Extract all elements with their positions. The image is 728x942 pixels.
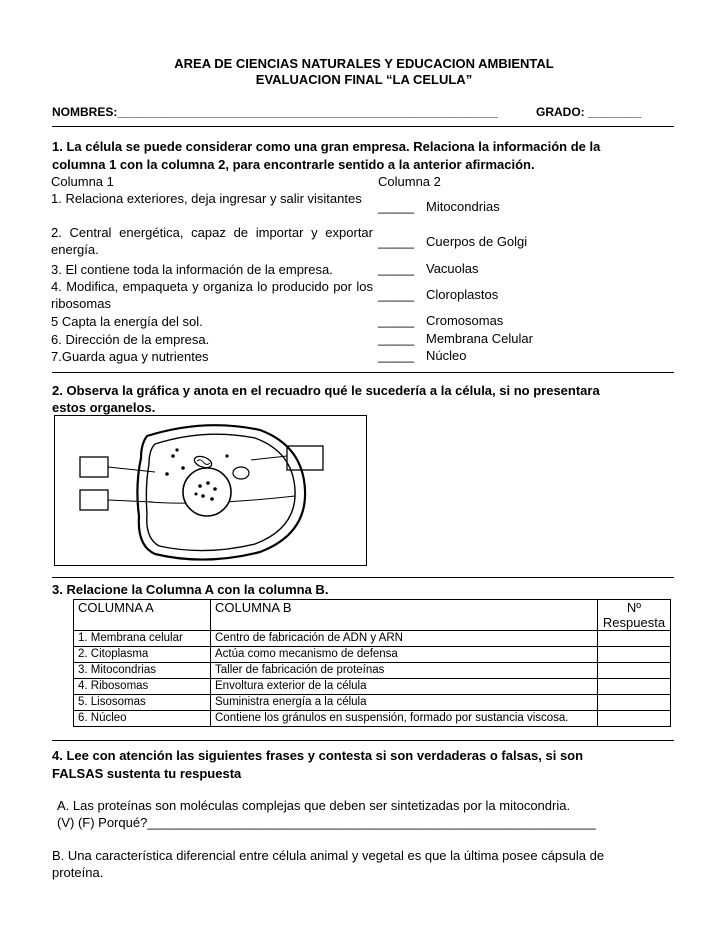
grado-blank: ________ bbox=[588, 105, 642, 119]
q1-col2-item-6: Membrana Celular bbox=[426, 331, 533, 346]
q4-statement-b-line-2: proteína. bbox=[52, 865, 104, 880]
grado-label: GRADO: bbox=[536, 105, 585, 119]
ribosome-1 bbox=[171, 454, 175, 458]
col-a-cell: 6. Núcleo bbox=[74, 711, 211, 727]
q1-col1-item-6: 6. Dirección de la empresa. bbox=[51, 332, 210, 347]
col-b-header: COLUMNA B bbox=[211, 600, 598, 631]
col-b-cell: Contiene los gránulos en suspensión, formado por sustancia viscosa. bbox=[211, 711, 598, 727]
q1-answer-blank-6[interactable]: _____ bbox=[378, 331, 415, 346]
ribosome-5 bbox=[225, 454, 228, 457]
col-a-cell: 1. Membrana celular bbox=[74, 631, 211, 647]
table-row bbox=[74, 695, 671, 711]
q2-line-2: estos organelos. bbox=[52, 400, 156, 415]
col-b-cell: Taller de fabricación de proteínas bbox=[211, 663, 598, 679]
table-row bbox=[74, 663, 671, 679]
q1-col1-item-5: 5 Capta la energía del sol. bbox=[51, 314, 203, 329]
ribosome-2 bbox=[181, 466, 185, 470]
q1-col2-item-2: Cuerpos de Golgi bbox=[426, 234, 528, 249]
nucleus-granule-3 bbox=[213, 487, 217, 491]
table-header-row bbox=[74, 600, 671, 631]
title-line-2: EVALUACION FINAL “LA CELULA” bbox=[255, 72, 473, 87]
nombres-blank: _________________________________________________________ bbox=[117, 105, 498, 119]
q1-line-1: 1. La célula se puede considerar como una gran empresa. Relaciona la información de la bbox=[52, 139, 601, 154]
divider-4 bbox=[52, 740, 674, 741]
q1-col2-item-3: Vacuolas bbox=[426, 261, 479, 276]
nucleus-granule-4 bbox=[201, 494, 205, 498]
q3-relation-table bbox=[73, 599, 671, 727]
col-b-cell: Envoltura exterior de la célula bbox=[211, 679, 598, 695]
col-a-cell: 2. Citoplasma bbox=[74, 647, 211, 663]
col-b-cell: Actúa como mecanismo de defensa bbox=[211, 647, 598, 663]
q1-col2-item-1: Mitocondrias bbox=[426, 199, 500, 214]
table-row bbox=[74, 679, 671, 695]
answer-box-left-bottom[interactable] bbox=[80, 490, 108, 510]
q4-a-answer-line[interactable]: (V) (F) Porqué?______________________________________________________________ bbox=[57, 815, 596, 830]
col-a-cell: 5. Lisosomas bbox=[74, 695, 211, 711]
table-row bbox=[74, 647, 671, 663]
col-b-cell: Suministra energía a la célula bbox=[211, 695, 598, 711]
q1-col2-item-5: Cromosomas bbox=[426, 313, 504, 328]
cell-diagram-frame bbox=[54, 415, 367, 566]
vacuole bbox=[233, 467, 249, 479]
q4-statement-a: A. Las proteínas son moléculas complejas que deben ser sintetizadas por la mitocondria. bbox=[57, 798, 571, 813]
q4-line-1: 4. Lee con atención las siguientes frases y contesta si son verdaderas o falsas, si son bbox=[52, 748, 584, 763]
nucleus-granule-2 bbox=[206, 481, 210, 485]
q1-col1-header: Columna 1 bbox=[51, 174, 114, 189]
q1-col2-header: Columna 2 bbox=[378, 174, 441, 189]
nombres-label: NOMBRES: bbox=[52, 105, 118, 119]
num-answer-cell[interactable] bbox=[598, 711, 671, 727]
num-answer-cell[interactable] bbox=[598, 647, 671, 663]
q1-col2-item-4: Cloroplastos bbox=[426, 287, 499, 302]
divider-1 bbox=[52, 126, 674, 127]
ribosome-3 bbox=[165, 472, 169, 476]
answer-box-right[interactable] bbox=[287, 446, 323, 470]
col-a-header: COLUMNA A bbox=[74, 600, 211, 631]
nucleus bbox=[183, 468, 231, 516]
table-row bbox=[74, 711, 671, 727]
plant-cell-diagram bbox=[55, 416, 368, 567]
q1-col1-item-2: 2. Central energética, capaz de importar y exportar energía. bbox=[51, 225, 373, 257]
q1-answer-blank-5[interactable]: _____ bbox=[378, 313, 415, 328]
col-b-cell: Centro de fabricación de ADN y ARN bbox=[211, 631, 598, 647]
divider-2 bbox=[52, 372, 674, 373]
ribosome-4 bbox=[175, 448, 178, 451]
nucleus-granule-1 bbox=[198, 484, 202, 488]
answer-box-left-top[interactable] bbox=[80, 457, 108, 477]
nombres-field[interactable] bbox=[52, 105, 498, 119]
q1-answer-blank-4[interactable]: _____ bbox=[378, 287, 415, 302]
q1-answer-blank-7[interactable]: _____ bbox=[378, 348, 415, 363]
q1-answer-blank-2[interactable]: _____ bbox=[378, 234, 415, 249]
q4-line-2: FALSAS sustenta tu respuesta bbox=[52, 766, 242, 781]
title-line-1: AREA DE CIENCIAS NATURALES Y EDUCACION AMBIENTAL bbox=[174, 56, 554, 71]
q1-col1-item-1: 1. Relaciona exteriores, deja ingresar y salir visitantes bbox=[51, 191, 362, 206]
num-answer-cell[interactable] bbox=[598, 679, 671, 695]
col-a-cell: 4. Ribosomas bbox=[74, 679, 211, 695]
q1-answer-blank-3[interactable]: _____ bbox=[378, 261, 415, 276]
nucleus-granule-5 bbox=[210, 497, 214, 501]
q1-col1-item-7: 7.Guarda agua y nutrientes bbox=[51, 349, 209, 364]
col-a-cell: 3. Mitocondrias bbox=[74, 663, 211, 679]
pointer-line-3 bbox=[251, 456, 287, 460]
q3-title: 3. Relacione la Columna A con la columna B. bbox=[52, 582, 329, 597]
num-answer-header: Nº Respuesta bbox=[598, 600, 671, 631]
num-answer-cell[interactable] bbox=[598, 663, 671, 679]
q1-answer-blank-1[interactable]: _____ bbox=[378, 199, 415, 214]
grado-field[interactable] bbox=[536, 105, 641, 119]
num-answer-cell[interactable] bbox=[598, 695, 671, 711]
q2-line-1: 2. Observa la gráfica y anota en el recuadro qué le sucedería a la célula, si no presentara bbox=[52, 383, 600, 398]
nucleus-granule-6 bbox=[195, 493, 198, 496]
num-answer-cell[interactable] bbox=[598, 631, 671, 647]
q1-col1-item-4: 4. Modifica, empaqueta y organiza lo producido por los ribosomas bbox=[51, 279, 373, 311]
table-row bbox=[74, 631, 671, 647]
q1-col2-item-7: Núcleo bbox=[426, 348, 467, 363]
q1-col1-item-3: 3. El contiene toda la información de la empresa. bbox=[51, 262, 333, 277]
divider-3 bbox=[52, 577, 674, 578]
q4-statement-b-line-1: B. Una característica diferencial entre célula animal y vegetal es que la última posee cápsula de bbox=[52, 848, 605, 863]
q1-line-2: columna 1 con la columna 2, para encontrarle sentido a la anterior afirmación. bbox=[52, 157, 535, 172]
